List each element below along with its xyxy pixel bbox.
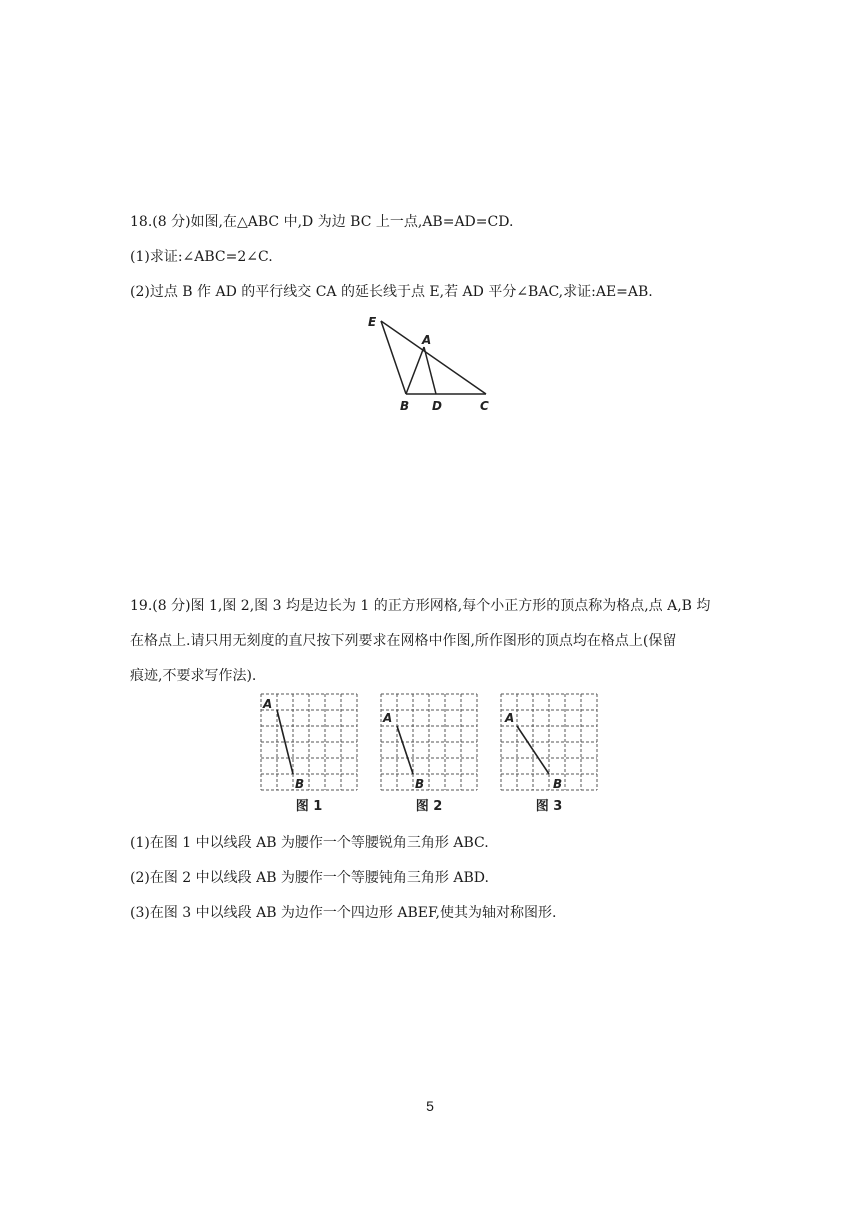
label-B: B xyxy=(415,777,425,791)
label-A: A xyxy=(263,697,273,711)
q19-stem-line1: 19.(8 分)图 1,图 2,图 3 均是边长为 1 的正方形网格,每个小正方形的顶点称为格点,点 A,B 均 xyxy=(130,598,711,614)
label-D: D xyxy=(432,399,442,413)
label-C: C xyxy=(480,399,489,413)
line-AB xyxy=(406,347,424,394)
grid-caption-1: 图 1 xyxy=(295,799,323,814)
page-number: 5 xyxy=(426,1098,434,1114)
grid-lines xyxy=(261,694,357,790)
grid-caption-3: 图 3 xyxy=(535,799,563,814)
q18-part1: (1)求证:∠ABC=2∠C. xyxy=(130,249,273,265)
label-E: E xyxy=(368,315,377,329)
label-B: B xyxy=(295,777,305,791)
grid-caption-2: 图 2 xyxy=(415,799,443,814)
grid-lines xyxy=(381,694,477,790)
grid-lines xyxy=(501,694,597,790)
q18-part2: (2)过点 B 作 AD 的平行线交 CA 的延长线于点 E,若 AD 平分∠BAC,求证:AE=AB. xyxy=(130,284,653,300)
label-A: A xyxy=(422,333,432,347)
segment-AB xyxy=(277,710,293,774)
q19-stem-line3: 痕迹,不要求写作法). xyxy=(130,668,257,684)
line-AD xyxy=(424,347,436,394)
label-B: B xyxy=(553,777,563,791)
q18-stem: 18.(8 分)如图,在△ABC 中,D 为边 BC 上一点,AB=AD=CD. xyxy=(130,214,514,230)
q19-part1: (1)在图 1 中以线段 AB 为腰作一个等腰锐角三角形 ABC. xyxy=(130,835,489,851)
label-A: A xyxy=(383,711,393,725)
label-A: A xyxy=(505,711,515,725)
q19-stem-line2: 在格点上.请只用无刻度的直尺按下列要求在网格中作图,所作图形的顶点均在格点上(保留 xyxy=(130,633,677,649)
grid-figure-3 xyxy=(495,688,603,816)
segment-AB xyxy=(397,726,413,774)
q19-part3: (3)在图 3 中以线段 AB 为边作一个四边形 ABEF,使其为轴对称图形. xyxy=(130,905,557,921)
label-B: B xyxy=(400,399,410,413)
grid-figure-1 xyxy=(255,688,363,816)
triangle-figure xyxy=(360,312,510,417)
grid-figure-2 xyxy=(375,688,483,816)
line-EB xyxy=(381,321,406,394)
q19-part2: (2)在图 2 中以线段 AB 为腰作一个等腰钝角三角形 ABD. xyxy=(130,870,489,886)
